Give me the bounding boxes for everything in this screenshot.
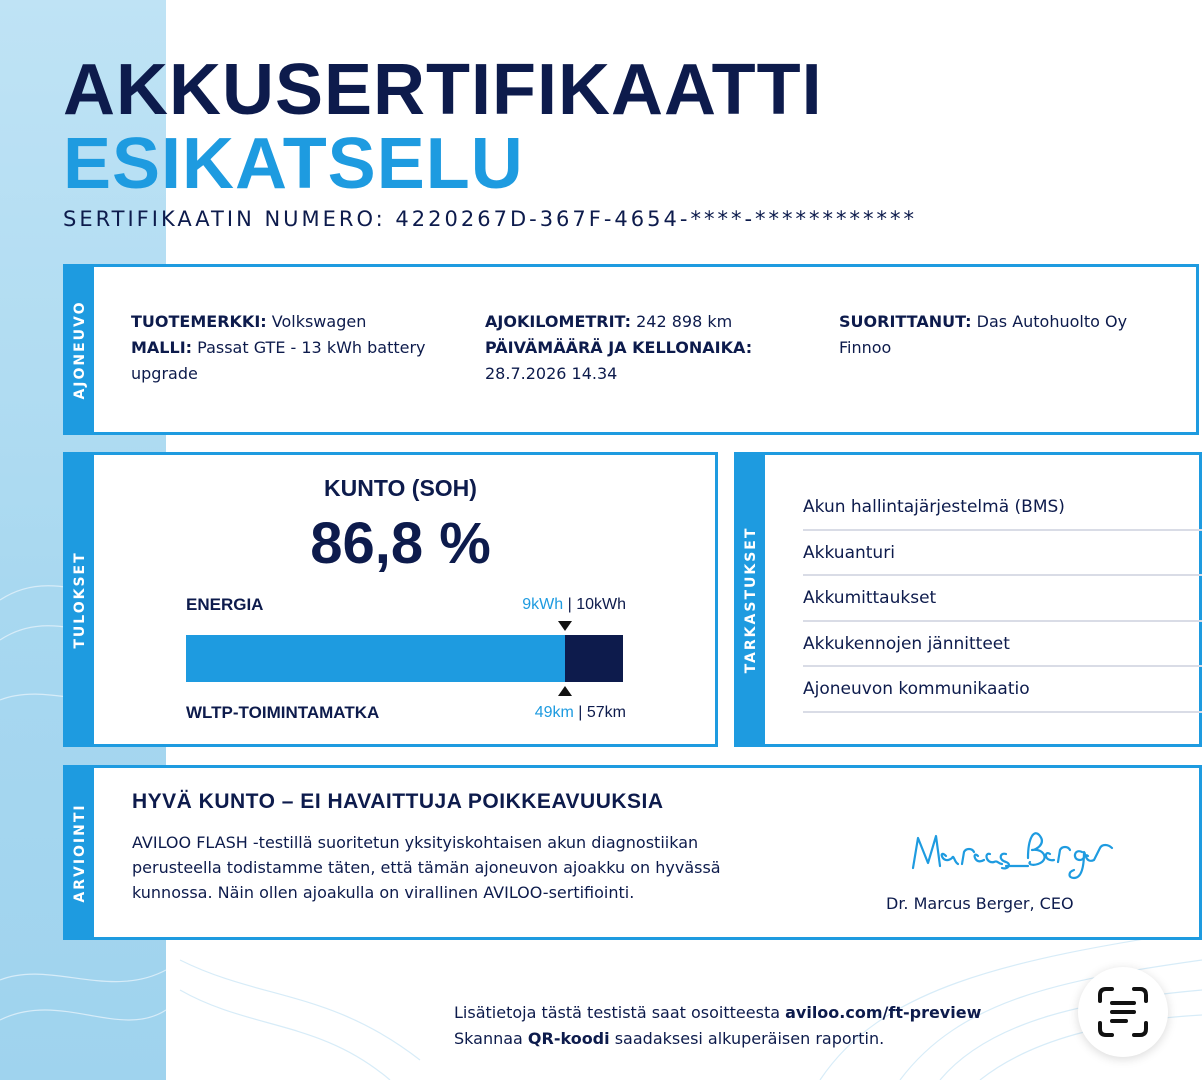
footer-qr-text: QR-koodi xyxy=(527,1029,610,1048)
model-value: Passat GTE - 13 kWh battery upgrade xyxy=(131,338,426,383)
mileage-label: AJOKILOMETRIT: xyxy=(485,312,631,331)
ceo-signature xyxy=(878,818,1138,888)
vehicle-tab-label: AJONEUVO xyxy=(72,299,88,400)
certificate-subtitle: ESIKATSELU xyxy=(63,124,524,204)
range-current: 49km xyxy=(534,704,574,721)
footer-link[interactable]: aviloo.com/ft-preview xyxy=(785,1003,982,1022)
text-scan-icon xyxy=(1078,967,1168,1057)
range-label: WLTP-TOIMINTAMATKA xyxy=(186,703,380,722)
range-separator: | xyxy=(573,704,587,721)
energy-max: 10kWh xyxy=(576,596,626,613)
certificate-number: SERTIFIKAATIN NUMERO: 4220267D-367F-4654-****-************ xyxy=(63,207,918,231)
checks-tab-label: TARKASTUKSET xyxy=(743,526,759,673)
certificate-title: AKKUSERTIFIKAATTI xyxy=(63,50,823,130)
assessment-title: HYVÄ KUNTO – EI HAVAITTUJA POIKKEAVUUKSIA xyxy=(132,790,664,813)
brand-value: Volkswagen xyxy=(271,312,367,331)
assessment-tab-label: ARVIOINTI xyxy=(72,802,88,903)
performed-by-value: Das Autohuolto Oy Finnoo xyxy=(839,312,1128,357)
assessment-body: AVILOO FLASH -testillä suoritetun yksityiskohtaisen akun diagnostiikan perusteella todistamme täten, että tämän ajoneuvon ajoakku on hyvässä kunnossa. Näin ollen ajoakulla on virallinen AVILOO-sertifiointi. xyxy=(132,833,721,902)
checks-tab xyxy=(737,455,765,744)
soh-bar xyxy=(186,635,623,682)
results-tab-label: TULOKSET xyxy=(72,550,88,649)
vehicle-performed-by xyxy=(839,309,1149,361)
footer-line2-suffix: saadaksesi alkuperäisen raportin. xyxy=(609,1029,885,1048)
footer-info xyxy=(454,1000,981,1052)
range-max: 57km xyxy=(586,704,626,721)
brand-label: TUOTEMERKKI: xyxy=(131,312,267,331)
check-item-sensor: Akkuanturi xyxy=(803,531,1202,577)
vehicle-panel xyxy=(63,264,1199,435)
checks-panel xyxy=(734,452,1202,747)
mileage-value: 242 898 km xyxy=(636,312,733,331)
energy-marker-icon xyxy=(558,621,572,631)
performed-by-label: SUORITTANUT: xyxy=(839,312,972,331)
energy-separator: | xyxy=(563,596,577,613)
datetime-label: PÄIVÄMÄÄRÄ JA KELLONAIKA: xyxy=(485,338,753,357)
soh-bar-fill xyxy=(186,635,565,682)
datetime-value: 28.7.2026 14.34 xyxy=(485,364,618,383)
range-marker-icon xyxy=(558,686,572,696)
model-label: MALLI: xyxy=(131,338,193,357)
soh-value: 86,8 % xyxy=(310,511,491,576)
vehicle-mileage-date xyxy=(485,309,805,387)
energy-values xyxy=(396,596,626,614)
vehicle-tab xyxy=(66,267,94,432)
assessment-panel xyxy=(63,765,1202,940)
range-values xyxy=(396,704,626,722)
results-panel xyxy=(63,452,718,747)
assessment-tab xyxy=(66,768,94,937)
check-item-bms: Akun hallintajärjestelmä (BMS) xyxy=(803,485,1202,531)
soh-heading: KUNTO (SOH) xyxy=(324,475,477,501)
footer-line1-text: Lisätietoja tästä testistä saat osoitteesta xyxy=(454,1003,786,1022)
checks-list xyxy=(803,485,1202,713)
vehicle-brand-model xyxy=(131,309,461,387)
check-item-cell-voltages: Akkukennojen jännitteet xyxy=(803,622,1202,668)
check-item-measurements: Akkumittaukset xyxy=(803,576,1202,622)
signer-name: Dr. Marcus Berger, CEO xyxy=(886,894,1074,913)
check-item-communication: Ajoneuvon kommunikaatio xyxy=(803,667,1202,713)
footer-line2-prefix: Skannaa xyxy=(454,1029,528,1048)
energy-current: 9kWh xyxy=(522,596,564,613)
energy-label: ENERGIA xyxy=(186,595,264,614)
text-scan-button[interactable] xyxy=(1078,967,1168,1057)
